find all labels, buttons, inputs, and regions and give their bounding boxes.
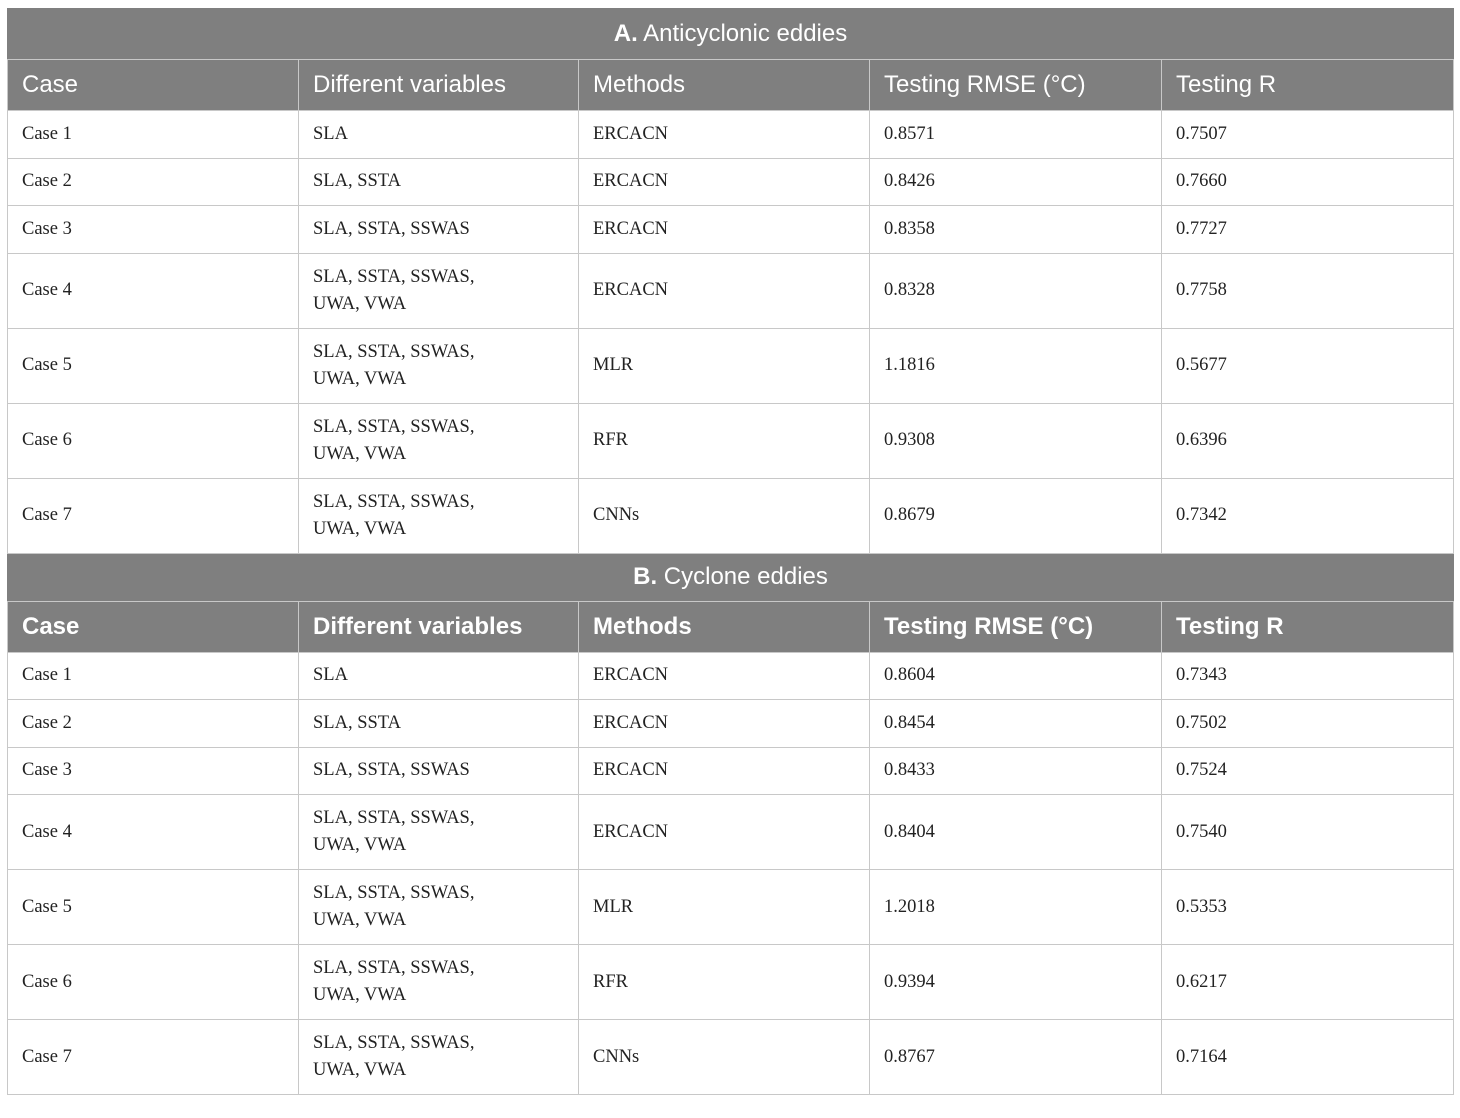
r-cell: 0.5677: [1162, 328, 1454, 403]
method-cell: RFR: [579, 403, 870, 478]
case-cell: Case 3: [8, 206, 299, 254]
rmse-cell: 0.8604: [870, 652, 1162, 700]
table-row: [8, 328, 1454, 403]
method-cell: ERCACN: [579, 795, 870, 870]
method-cell: CNNs: [579, 1020, 870, 1095]
results-table-body: [8, 9, 1454, 1095]
column-header-row: [8, 601, 1454, 652]
method-cell: ERCACN: [579, 253, 870, 328]
case-cell: Case 2: [8, 700, 299, 748]
r-cell: 0.7758: [1162, 253, 1454, 328]
rmse-cell: 0.8358: [870, 206, 1162, 254]
rmse-header: Testing RMSE (°C): [870, 601, 1162, 652]
r-cell: 0.7343: [1162, 652, 1454, 700]
r-cell: 0.5353: [1162, 870, 1454, 945]
variables-line: UWA, VWA: [313, 910, 407, 930]
variables-cell: [299, 1020, 579, 1095]
r-cell: 0.7727: [1162, 206, 1454, 254]
variables-cell: [299, 403, 579, 478]
method-cell: ERCACN: [579, 700, 870, 748]
case-cell: Case 4: [8, 253, 299, 328]
r-cell: 0.7502: [1162, 700, 1454, 748]
r-cell: 0.6396: [1162, 403, 1454, 478]
r-cell: 0.7540: [1162, 795, 1454, 870]
column-header-row: [8, 60, 1454, 111]
variables-line: SLA, SSTA, SSWAS,: [313, 491, 475, 512]
section-title: [8, 553, 1454, 601]
table-row: [8, 1020, 1454, 1095]
section-label: Cyclone eddies: [657, 563, 828, 590]
variables-line: UWA, VWA: [313, 518, 407, 539]
rmse-cell: 0.8433: [870, 747, 1162, 795]
variables-line: UWA, VWA: [313, 985, 407, 1005]
case-cell: Case 3: [8, 747, 299, 795]
case-cell: Case 5: [8, 328, 299, 403]
rmse-cell: 0.9308: [870, 403, 1162, 478]
r-cell: 0.7507: [1162, 111, 1454, 159]
variables-line: UWA, VWA: [313, 835, 407, 855]
variables-cell: [299, 111, 579, 159]
r-cell: 0.6217: [1162, 945, 1454, 1020]
rmse-cell: 0.8767: [870, 1020, 1162, 1095]
case-cell: Case 4: [8, 795, 299, 870]
case-cell: Case 2: [8, 158, 299, 206]
variables-line: UWA, VWA: [313, 293, 407, 314]
variables-line: SLA, SSTA: [313, 171, 401, 192]
case-cell: Case 5: [8, 870, 299, 945]
variables-cell: [299, 700, 579, 748]
r-cell: 0.7524: [1162, 747, 1454, 795]
method-cell: MLR: [579, 870, 870, 945]
section-title: [8, 9, 1454, 60]
method-cell: CNNs: [579, 478, 870, 553]
variables-cell: [299, 158, 579, 206]
table-row: [8, 700, 1454, 748]
r-header: Testing R: [1162, 60, 1454, 111]
case-header: Case: [8, 60, 299, 111]
section-label: Anticyclonic eddies: [637, 20, 848, 47]
variables-header: Different variables: [299, 60, 579, 111]
table-row: [8, 111, 1454, 159]
method-cell: RFR: [579, 945, 870, 1020]
rmse-cell: 1.1816: [870, 328, 1162, 403]
method-cell: MLR: [579, 328, 870, 403]
variables-line: SLA: [313, 123, 348, 144]
variables-line: SLA, SSTA, SSWAS,: [313, 808, 475, 828]
methods-header: Methods: [579, 601, 870, 652]
rmse-cell: 0.8404: [870, 795, 1162, 870]
rmse-cell: 0.8426: [870, 158, 1162, 206]
rmse-cell: 0.8571: [870, 111, 1162, 159]
variables-line: SLA: [313, 665, 348, 686]
method-cell: ERCACN: [579, 747, 870, 795]
variables-line: SLA, SSTA: [313, 712, 401, 733]
variables-cell: [299, 945, 579, 1020]
case-cell: Case 1: [8, 652, 299, 700]
variables-line: SLA, SSTA, SSWAS,: [313, 266, 475, 287]
r-cell: 0.7660: [1162, 158, 1454, 206]
table-row: [8, 945, 1454, 1020]
r-cell: 0.7342: [1162, 478, 1454, 553]
variables-line: SLA, SSTA, SSWAS: [313, 760, 470, 781]
r-cell: 0.7164: [1162, 1020, 1454, 1095]
variables-cell: [299, 870, 579, 945]
variables-cell: [299, 253, 579, 328]
variables-line: UWA, VWA: [313, 368, 407, 389]
variables-cell: [299, 478, 579, 553]
section-letter: A.: [613, 20, 638, 47]
variables-header: Different variables: [299, 601, 579, 652]
variables-line: UWA, VWA: [313, 1060, 407, 1080]
variables-line: SLA, SSTA, SSWAS: [313, 218, 470, 239]
methods-header: Methods: [579, 60, 870, 111]
section-title-row: [8, 9, 1454, 60]
table-row: [8, 747, 1454, 795]
variables-cell: [299, 206, 579, 254]
section-title-row: [8, 553, 1454, 601]
table-row: [8, 403, 1454, 478]
table-row: [8, 652, 1454, 700]
case-cell: Case 6: [8, 403, 299, 478]
table-row: [8, 206, 1454, 254]
method-cell: ERCACN: [579, 111, 870, 159]
variables-line: SLA, SSTA, SSWAS,: [313, 1033, 475, 1053]
section-letter: B.: [633, 563, 658, 590]
method-cell: ERCACN: [579, 158, 870, 206]
rmse-cell: 0.8328: [870, 253, 1162, 328]
variables-line: SLA, SSTA, SSWAS,: [313, 341, 475, 362]
case-cell: Case 7: [8, 478, 299, 553]
variables-cell: [299, 652, 579, 700]
rmse-cell: 1.2018: [870, 870, 1162, 945]
table-row: [8, 253, 1454, 328]
case-cell: Case 1: [8, 111, 299, 159]
rmse-header: Testing RMSE (°C): [870, 60, 1162, 111]
results-table: [7, 8, 1454, 1095]
variables-cell: [299, 747, 579, 795]
variables-line: SLA, SSTA, SSWAS,: [313, 958, 475, 978]
table-row: [8, 795, 1454, 870]
variables-line: SLA, SSTA, SSWAS,: [313, 883, 475, 903]
rmse-cell: 0.9394: [870, 945, 1162, 1020]
case-cell: Case 7: [8, 1020, 299, 1095]
variables-line: SLA, SSTA, SSWAS,: [313, 416, 475, 437]
variables-cell: [299, 328, 579, 403]
rmse-cell: 0.8679: [870, 478, 1162, 553]
table-row: [8, 158, 1454, 206]
case-cell: Case 6: [8, 945, 299, 1020]
table-row: [8, 478, 1454, 553]
case-header: Case: [8, 601, 299, 652]
table-row: [8, 870, 1454, 945]
variables-line: UWA, VWA: [313, 443, 407, 464]
method-cell: ERCACN: [579, 206, 870, 254]
rmse-cell: 0.8454: [870, 700, 1162, 748]
r-header: Testing R: [1162, 601, 1454, 652]
variables-cell: [299, 795, 579, 870]
method-cell: ERCACN: [579, 652, 870, 700]
